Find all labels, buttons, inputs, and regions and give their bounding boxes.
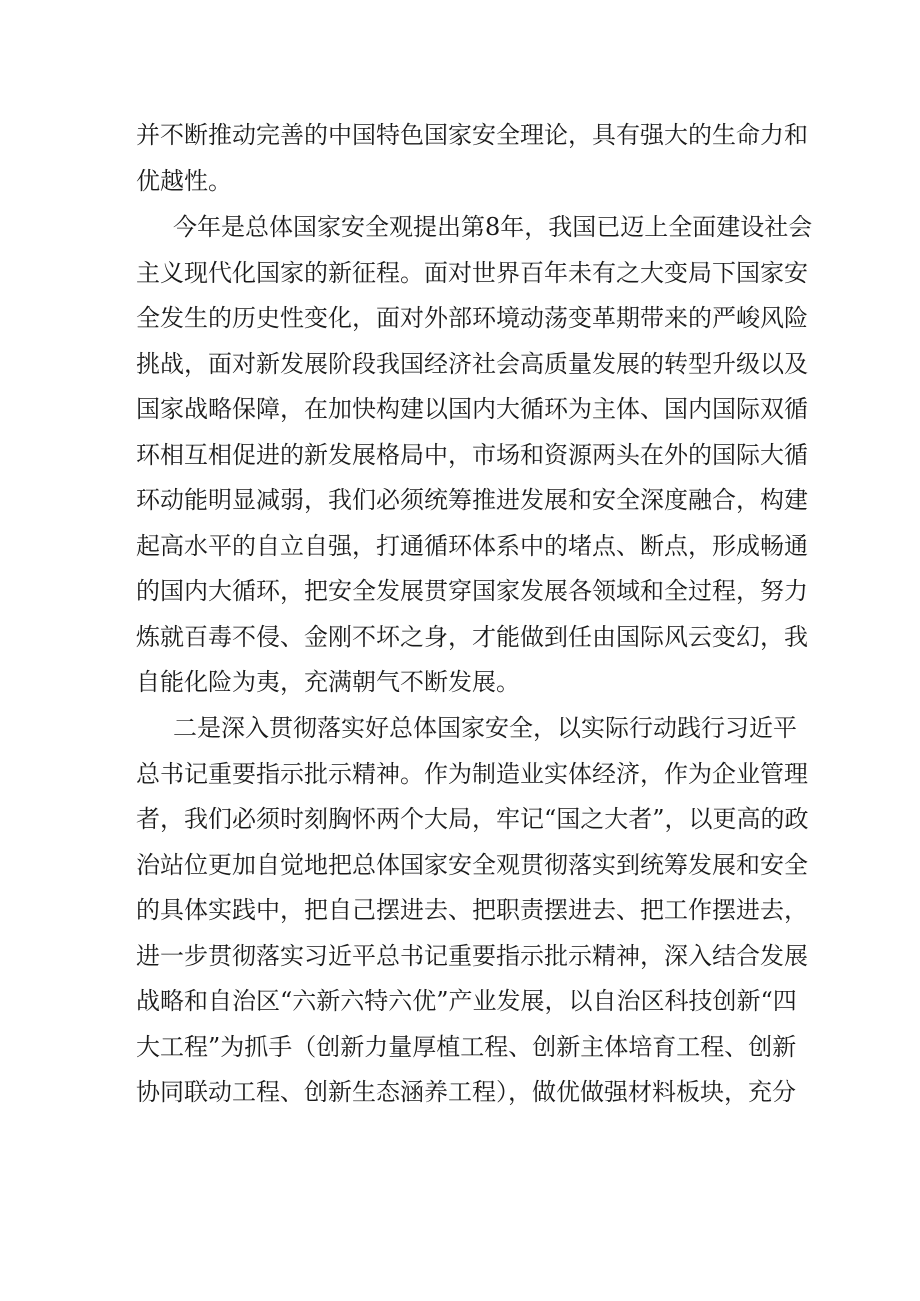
text-line: 今年是总体国家安全观提出第8年，我国已迈上全面建设社会	[173, 213, 813, 241]
text-line: 全发生的历史性变化，面对外部环境动荡变革期带来的严峻风险	[136, 304, 808, 332]
text-line: 协同联动工程、创新生态涵养工程），做优做强材料板块，充分	[136, 1078, 796, 1106]
text-line: 起高水平的自立自强，打通循环体系中的堵点、断点，形成畅通	[136, 531, 808, 560]
text-line: 自能化险为夷，充满朝气不断发展。	[136, 668, 520, 696]
text-line: 总书记重要指示批示精神。作为制造业实体经济，作为企业管理	[136, 759, 808, 788]
text-line: 环动能明显减弱，我们必须统筹推进发展和安全深度融合，构建	[136, 486, 808, 514]
paragraph-2	[136, 205, 813, 706]
text-line: 炼就百毒不侵、金刚不坏之身，才能做到任由国际风云变幻，我	[136, 622, 808, 651]
text-line: 者，我们必须时刻胸怀两个大局，牢记“国之大者”，以更高的政	[136, 805, 809, 833]
text-line: 二是深入贯彻落实好总体国家安全，以实际行动践行习近平	[173, 714, 797, 742]
text-line: 的具体实践中，把自己摆进去、把职责摆进去、把工作摆进去，	[136, 896, 808, 924]
text-line: 战略和自治区“六新六特六优”产业发展，以自治区科技创新“四	[136, 987, 797, 1015]
text-line: 大工程”为抓手（创新力量厚植工程、创新主体培育工程、创新	[136, 1032, 797, 1061]
text-line: 进一步贯彻落实习近平总书记重要指示批示精神，深入结合发展	[136, 941, 808, 970]
text-line: 优越性。	[136, 166, 232, 195]
text-line: 环相互相促进的新发展格局中，市场和资源两头在外的国际大循	[136, 440, 808, 469]
paragraph-3	[136, 706, 809, 1116]
text-line: 并不断推动完善的中国特色国家安全理论，具有强大的生命力和	[136, 121, 808, 149]
text-line: 挑战，面对新发展阶段我国经济社会高质量发展的转型升级以及	[136, 349, 808, 378]
text-line: 治站位更加自觉地把总体国家安全观贯彻落实到统筹发展和安全	[136, 850, 808, 879]
text-line: 主义现代化国家的新征程。面对世界百年未有之大变局下国家安	[136, 258, 808, 287]
text-line: 的国内大循环，把安全发展贯穿国家发展各领域和全过程，努力	[136, 577, 808, 605]
text-line: 国家战略保障，在加快构建以国内大循环为主体、国内国际双循	[136, 395, 808, 423]
paragraph-1	[136, 113, 808, 204]
